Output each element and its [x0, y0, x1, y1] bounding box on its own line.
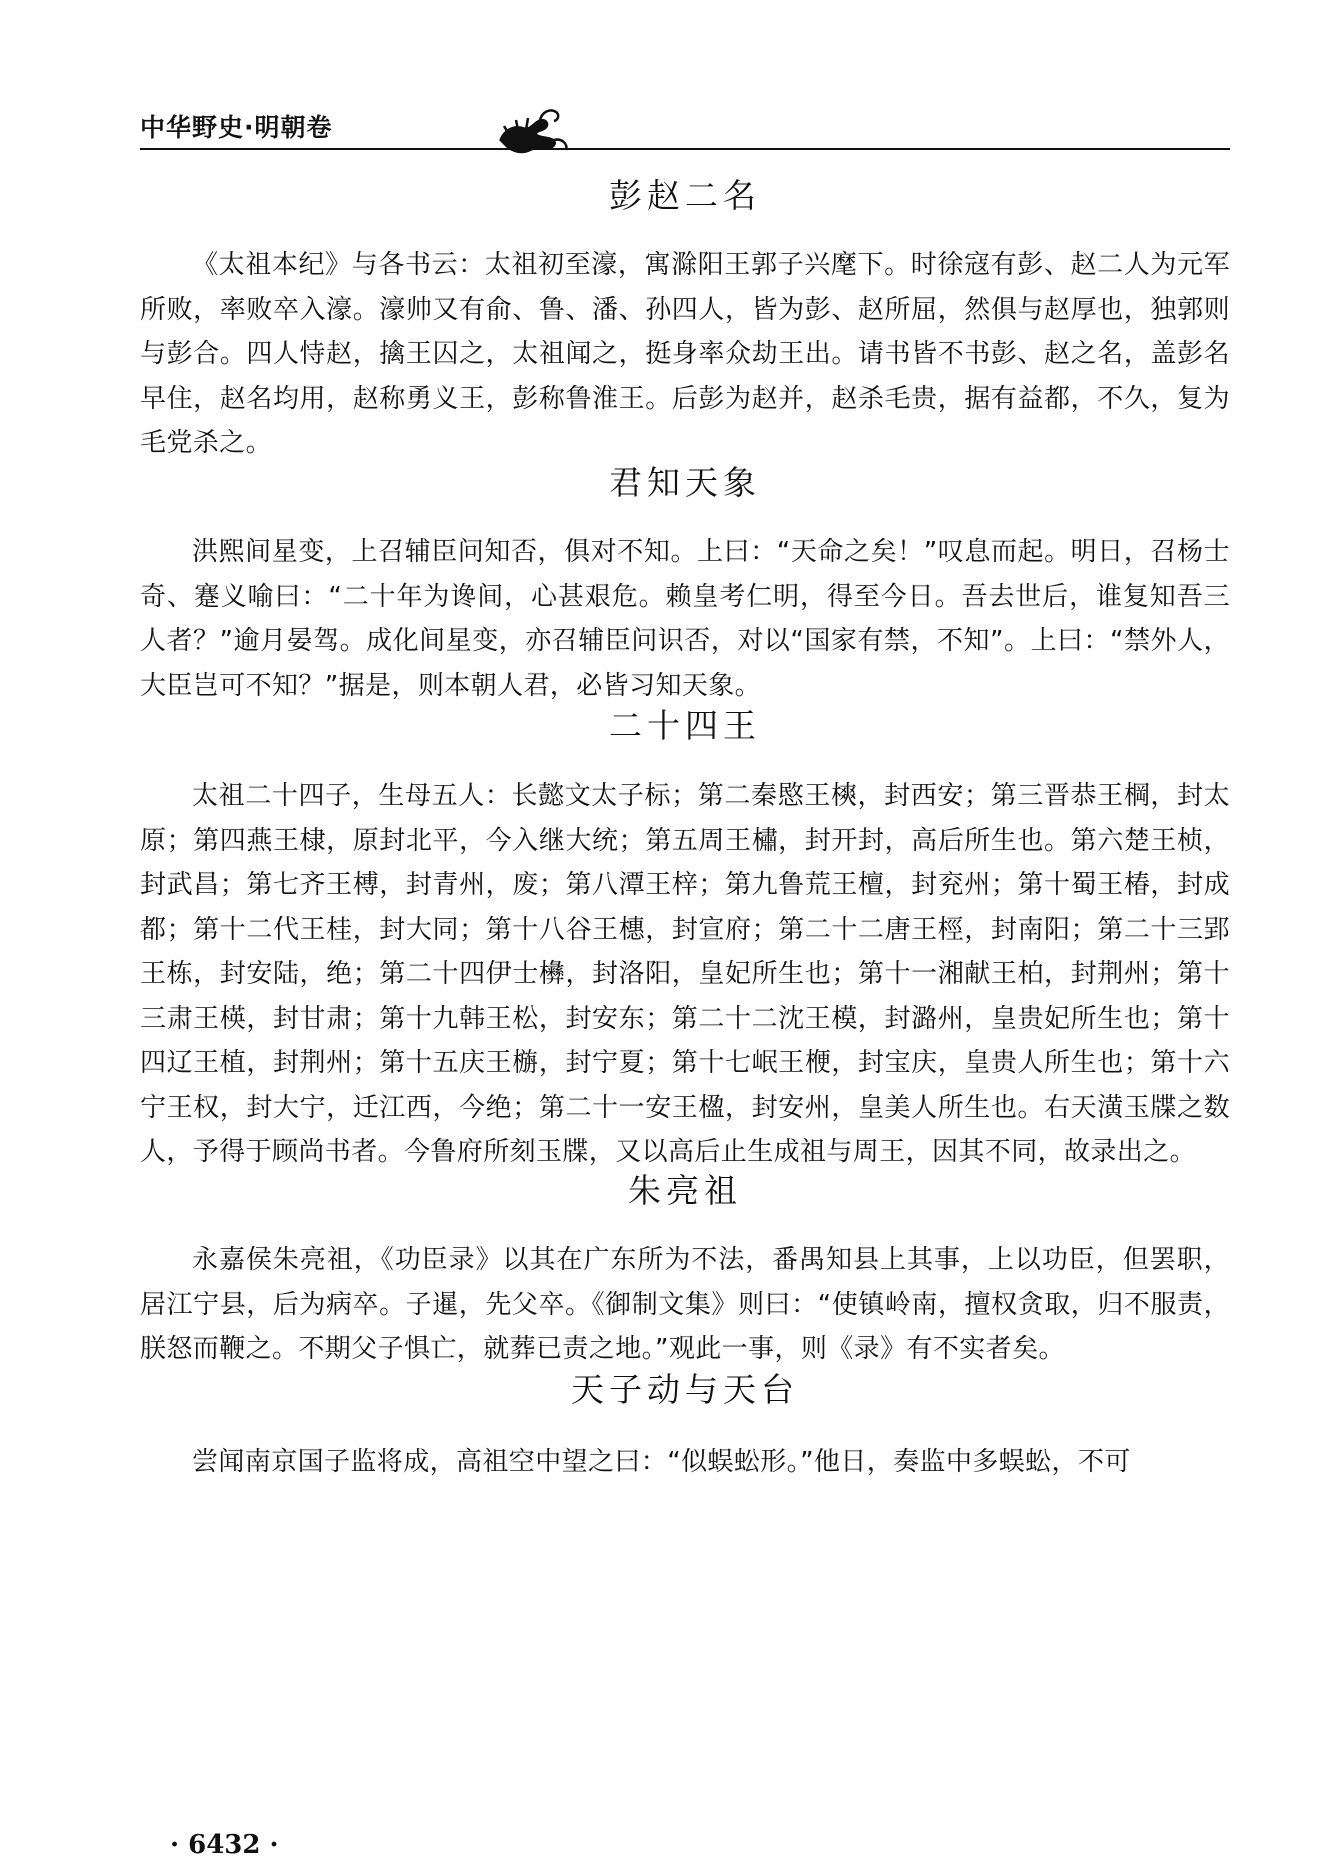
section-title-3: 二十四王 [609, 706, 761, 745]
book-title: 中华野史·明朝卷 [140, 113, 333, 142]
section-title-4: 朱亮祖 [628, 1171, 742, 1210]
dragon-emblem-icon [480, 100, 580, 160]
running-header [140, 100, 1230, 160]
section-text-4: 永嘉侯朱亮祖，《功臣录》以其在广东所为不法，番禺知县上其事，上以功臣，但罢职，居江宁县，后为病卒。子暹，先父卒。《御制文集》则曰：“使镇岭南，擅权贪取，归不服责，朕怒而鞭之。不期父子惧亡，就葬已责之地。”观此一事，则《录》有不实者矣。 [140, 1245, 1230, 1364]
section-title-1: 彭赵二名 [609, 176, 761, 215]
section-title-2: 君知天象 [609, 463, 761, 502]
section-text-5: 尝闻南京国子监将成，高祖空中望之曰：“似蜈蚣形。”他日，奏监中多蜈蚣，不可 [192, 1447, 1131, 1477]
header-rule [140, 148, 1230, 150]
section-text-3: 太祖二十四子，生母五人：长懿文太子标；第二秦愍王樉，封西安；第三晋恭王棡，封太原；第四燕王棣，原封北平，今入继大统；第五周王橚，封开封，高后所生也。第六楚王桢，封武昌；第七齐王榑，封青州，废；第八潭王梓；第九鲁荒王檀，封兖州；第十蜀王椿，封成都；第十二代王桂，封大同；第十八谷王橞，封宣府；第二十二唐王桱，封南阳；第二十三郢王栋，封安陆，绝；第二十四伊士㰘，封洛阳，皇妃所生也；第十一湘献王柏，封荆州；第十三肃王楧，封甘肃；第十九韩王松，封安东；第二十二沈王模，封潞州，皇贵妃所生也；第十四辽王植，封荆州；第十五庆王㮵，封宁夏；第十七岷王楩，封宝庆，皇贵人所生也；第十六宁王权，封大宁，迁江西，今绝；第二十一安王楹，封安州，皇美人所生也。右天潢玉牒之数人，予得于顾尚书者。今鲁府所刻玉牒，又以高后止生成祖与周王，因其不同，故录出之。 [140, 781, 1230, 1167]
section-text-1: 《太祖本纪》与各书云：太祖初至濠，寓滁阳王郭子兴麾下。时徐寇有彭、赵二人为元军所败，率败卒入濠。濠帅又有俞、鲁、潘、孙四人，皆为彭、赵所屈，然俱与赵厚也，独郭则与彭合。四人恃赵，擒王囚之，太祖闻之，挺身率众劫王出。请书皆不书彭、赵之名，盖彭名早住，赵名均用，赵称勇义王，彭称鲁淮王。后彭为赵并，赵杀毛贵，据有益都，不久，复为毛党杀之。 [140, 250, 1230, 458]
page-number: · 6432 · [170, 1830, 279, 1860]
section-text-2: 洪熙间星变，上召辅臣问知否，俱对不知。上曰：“天命之矣！”叹息而起。明日，召杨士奇、蹇义喻曰：“二十年为谗间，心甚艰危。赖皇考仁明，得至今日。吾去世后，谁复知吾三人者？”逾月晏驾。成化间星变，亦召辅臣问识否，对以“国家有禁，不知”。上曰：“禁外人，大臣岂可不知？”据是，则本朝人君，必皆习知天象。 [140, 537, 1230, 701]
section-title-5: 天子动与天台 [571, 1370, 799, 1409]
